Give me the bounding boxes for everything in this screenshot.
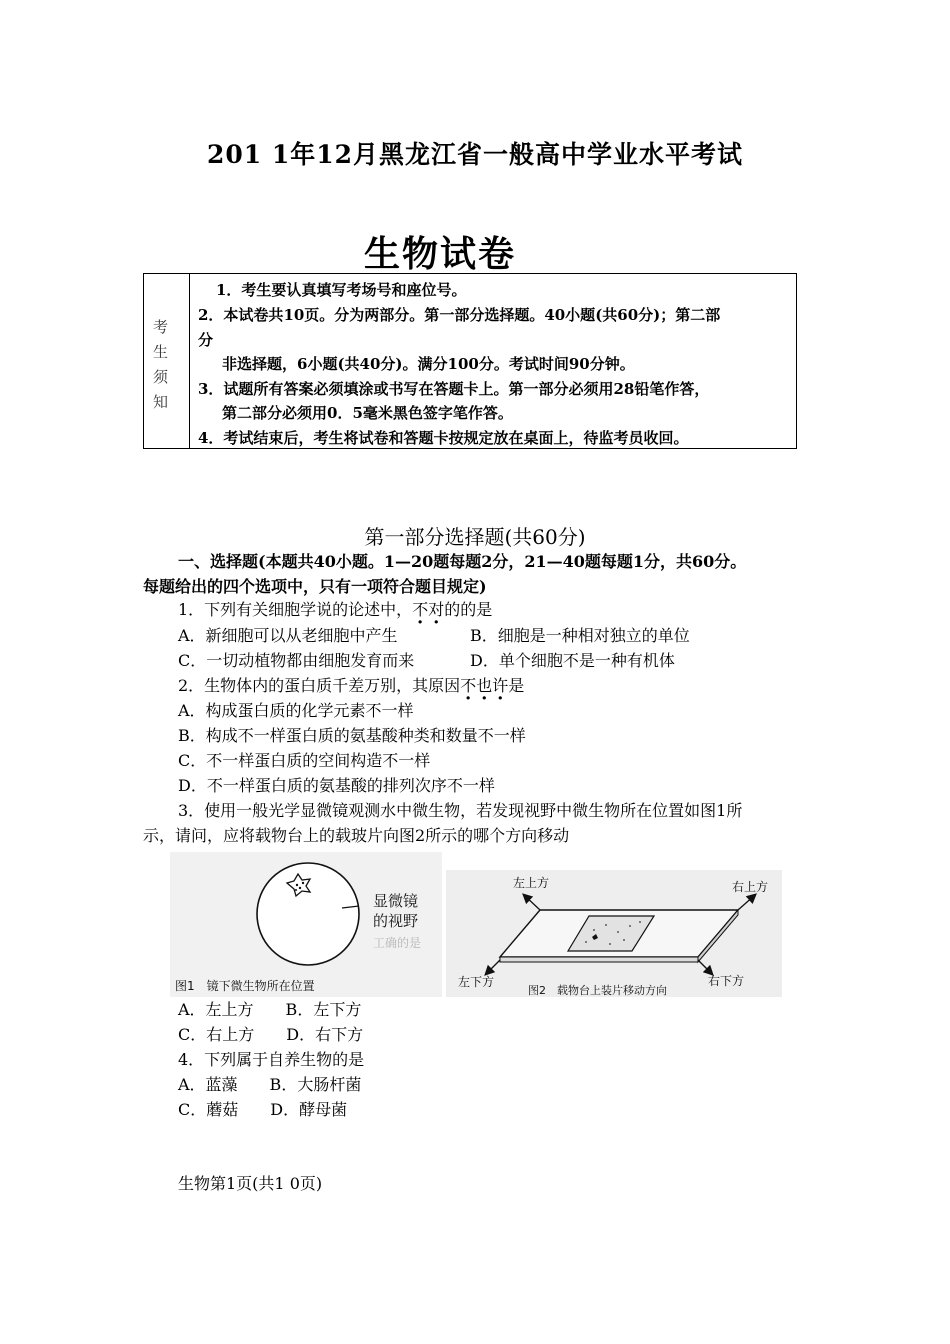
- direction-label-lower-left: 左下方: [458, 975, 495, 989]
- question-3-figures: [170, 852, 782, 997]
- figure-1-label: 的视野: [373, 912, 419, 930]
- notice-line: 第二部分必须用0．5毫米黑色签字笔作答。: [222, 404, 513, 422]
- emphasis-char: 不: [460, 676, 477, 695]
- stem-text: 是: [508, 676, 525, 695]
- question-3-stem: 3．使用一般光学显微镜观测水中微生物，若发现视野中微生物所在位置如图1所: [178, 801, 743, 820]
- figure-1-background-text: 工确的是: [373, 936, 422, 950]
- question-2-option-a: A．构成蛋白质的化学元素不一样: [178, 701, 414, 720]
- notice-line: 3．试题所有答案必须填涂或书写在答题卡上。第一部分必须用28铅笔作答，: [198, 380, 710, 398]
- candidate-notice-box: [143, 273, 797, 449]
- notice-line: 4．考试结束后，考生将试卷和答题卡按规定放在桌面上，待监考员收回。: [198, 429, 689, 447]
- question-2-option-d: D．不一样蛋白质的氨基酸的排列次序不一样: [178, 776, 495, 795]
- notice-line: 1．考生要认真填写考场号和座位号。: [216, 281, 467, 299]
- direction-label-upper-right: 右上方: [732, 880, 769, 894]
- emphasis-char: 对: [428, 600, 445, 619]
- question-4-stem: 4．下列属于自养生物的是: [178, 1050, 365, 1069]
- direction-label-upper-left: 左上方: [513, 876, 550, 890]
- question-1-option-b: B．细胞是一种相对独立的单位: [470, 626, 690, 645]
- section-intro: 每题给出的四个选项中，只有一项符合题目规定): [143, 577, 487, 596]
- question-2-stem: [178, 676, 524, 696]
- direction-label-lower-right: 右下方: [708, 974, 745, 988]
- figure-2-caption: 图2 载物台上装片移动方向: [528, 984, 667, 997]
- emphasis-char: 也: [476, 676, 493, 695]
- figure-2-stage-directions: [446, 870, 782, 997]
- side-char: 考: [153, 318, 169, 336]
- section-intro: 一、选择题(本题共40小题。1—20题每题2分，21—40题每题1分，共60分。: [178, 552, 747, 571]
- section-title: 第一部分选择题(共60分): [364, 525, 586, 549]
- figure-1-label: 显微镜: [373, 892, 419, 910]
- side-char: 知: [153, 393, 169, 411]
- question-3-options-cd: C．右上方 D．右下方: [178, 1025, 364, 1044]
- question-2-option-c: C．不一样蛋白质的空间构造不一样: [178, 751, 431, 770]
- question-2-option-b: B．构成不一样蛋白质的氨基酸种类和数量不一样: [178, 726, 526, 745]
- figure-1-microscope-field: [170, 852, 442, 997]
- emphasis-char: 不: [412, 600, 429, 619]
- side-char: 生: [153, 343, 169, 361]
- question-4-options-ab: A．蓝藻 B．大肠杆菌: [178, 1075, 362, 1094]
- page-footer: 生物第1页(共1 0页): [178, 1174, 323, 1193]
- question-4-options-cd: C．蘑菇 D．酵母菌: [178, 1100, 348, 1119]
- emphasis-char: 许: [492, 676, 509, 695]
- paper-subtitle: 生物试卷: [363, 233, 516, 275]
- side-char: 须: [153, 368, 169, 386]
- notice-line: 非选择题，6小题(共40分)。满分100分。考试时间90分钟。: [222, 355, 635, 373]
- question-1-option-a: A．新细胞可以从老细胞中产生: [178, 626, 398, 645]
- question-1-option-c: C．一切动植物都由细胞发育而来: [178, 651, 415, 670]
- notice-line: 分: [198, 331, 214, 349]
- stem-text: 的的是: [444, 600, 493, 619]
- exam-title: 201 1年12月黑龙江省一般高中学业水平考试: [206, 140, 744, 169]
- figure-1-caption: 图1 镜下微生物所在位置: [175, 979, 315, 993]
- stem-text: 1．下列有关细胞学说的论述中，: [178, 600, 413, 619]
- stem-text: 2．生物体内的蛋白质千差万别，其原因: [178, 676, 461, 695]
- question-1-option-d: D．单个细胞不是一种有机体: [470, 651, 675, 670]
- notice-side-label: [144, 274, 190, 448]
- notice-line: 2．本试卷共10页。分为两部分。第一部分选择题。40小题(共60分)；第二部: [198, 306, 721, 324]
- question-3-stem-cont: 示，请问，应将载物台上的载玻片向图2所示的哪个方向移动: [143, 826, 570, 845]
- question-3-options-ab: A．左上方 B．左下方: [178, 1000, 362, 1019]
- question-1-stem: [178, 600, 492, 620]
